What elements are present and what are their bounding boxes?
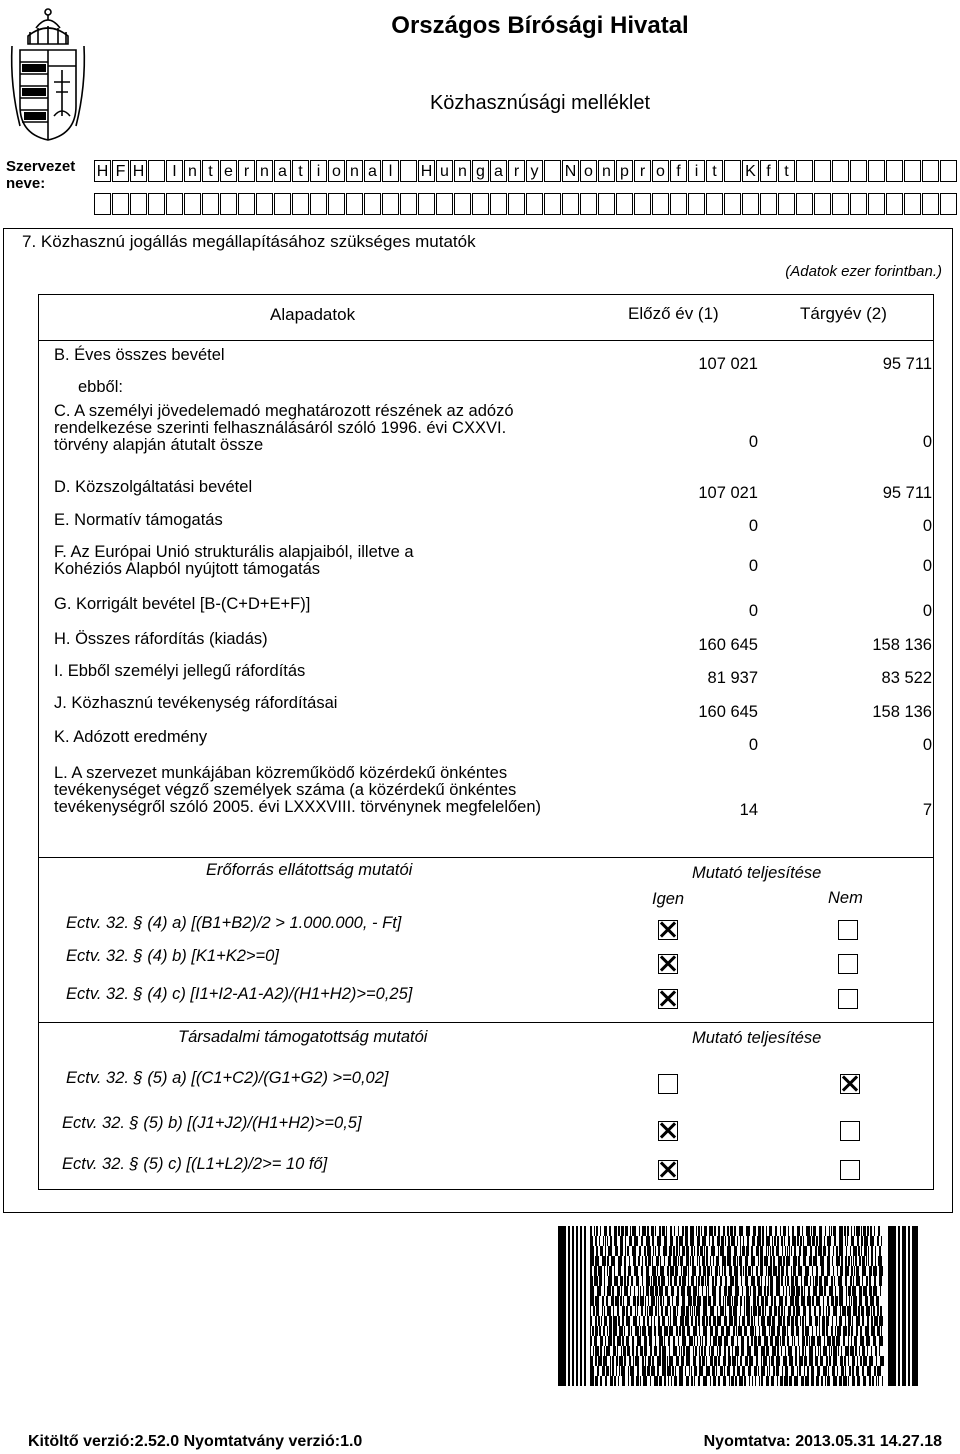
org-name-cell: t bbox=[292, 160, 309, 182]
org-name-cell bbox=[346, 193, 363, 215]
row-prev-c: 0 bbox=[748, 433, 758, 451]
row-label-h: H. Összes ráfordítás (kiadás) bbox=[54, 630, 268, 648]
org-name-cell: N bbox=[562, 160, 579, 182]
org-name-cell bbox=[832, 160, 849, 182]
footer-version: Kitöltő verzió:2.52.0 Nyomtatvány verzió:1.0 bbox=[28, 1433, 363, 1450]
row-label-g: G. Korrigált bevétel [B-(C+D+E+F)] bbox=[54, 595, 311, 613]
org-name-cell: a bbox=[490, 160, 507, 182]
social-item-yes-checkbox[interactable] bbox=[658, 1121, 678, 1141]
org-name-cell bbox=[814, 160, 831, 182]
org-name-cell bbox=[706, 193, 723, 215]
org-name-cell bbox=[202, 193, 219, 215]
page-title: Országos Bírósági Hivatal bbox=[391, 12, 689, 39]
org-name-cell bbox=[418, 193, 435, 215]
org-name-cell bbox=[526, 193, 543, 215]
resource-item-yes-checkbox[interactable] bbox=[658, 920, 678, 940]
social-title: Társadalmi támogatottság mutatói bbox=[178, 1028, 428, 1046]
org-name-cell bbox=[868, 160, 885, 182]
org-name-cell bbox=[454, 193, 471, 215]
org-name-cell: H bbox=[418, 160, 435, 182]
row-label-j: J. Közhasznú tevékenység ráfordításai bbox=[54, 694, 338, 712]
org-name-cell: n bbox=[256, 160, 273, 182]
row-divider bbox=[38, 340, 934, 341]
row-prev-g: 0 bbox=[748, 602, 758, 620]
org-name-cell bbox=[742, 193, 759, 215]
row-label-ebbol: ebből: bbox=[78, 378, 123, 396]
org-name-cell: o bbox=[652, 160, 669, 182]
org-name-cell: n bbox=[184, 160, 201, 182]
row-prev-k: 0 bbox=[748, 736, 758, 754]
org-name-cell bbox=[184, 193, 201, 215]
org-name-cell: f bbox=[670, 160, 687, 182]
resource-item-yes-checkbox[interactable] bbox=[658, 954, 678, 974]
org-name-cell bbox=[400, 160, 417, 182]
org-name-cell bbox=[940, 160, 957, 182]
org-name-cell: i bbox=[310, 160, 327, 182]
org-name-cell bbox=[148, 160, 165, 182]
org-name-cell bbox=[112, 193, 129, 215]
row-curr-c: 0 bbox=[922, 433, 932, 451]
org-name-cell bbox=[130, 193, 147, 215]
org-name-cell bbox=[886, 193, 903, 215]
org-name-cell bbox=[886, 160, 903, 182]
footer-printed: Nyomtatva: 2013.05.31 14.27.18 bbox=[703, 1433, 942, 1450]
row-divider bbox=[38, 1022, 934, 1023]
org-name-cell: r bbox=[238, 160, 255, 182]
org-name-cell: a bbox=[364, 160, 381, 182]
resource-item-label: Ectv. 32. § (4) b) [K1+K2>=0] bbox=[66, 947, 279, 965]
org-name-cell: e bbox=[220, 160, 237, 182]
org-name-cell bbox=[328, 193, 345, 215]
social-item-label: Ectv. 32. § (5) b) [(J1+J2)/(H1+H2)>=0,5] bbox=[62, 1114, 362, 1132]
row-label-e: E. Normatív támogatás bbox=[54, 511, 223, 529]
org-name-cell bbox=[292, 193, 309, 215]
section-title: 7. Közhasznú jogállás megállapításához szükséges mutatók bbox=[22, 232, 476, 251]
org-name-cell bbox=[832, 193, 849, 215]
row-label-b: B. Éves összes bevétel bbox=[54, 346, 225, 364]
row-curr-g: 0 bbox=[922, 602, 932, 620]
org-name-cell bbox=[814, 193, 831, 215]
org-name-cell bbox=[148, 193, 165, 215]
org-name-cell: r bbox=[634, 160, 651, 182]
org-name-cell: y bbox=[526, 160, 543, 182]
row-curr-j: 158 136 bbox=[872, 703, 932, 721]
org-name-cell: H bbox=[130, 160, 147, 182]
resource-item-label: Ectv. 32. § (4) a) [(B1+B2)/2 > 1.000.000, - Ft] bbox=[66, 914, 402, 932]
org-name-cell: F bbox=[112, 160, 129, 182]
row-curr-d: 95 711 bbox=[882, 484, 932, 502]
org-name-cell bbox=[436, 193, 453, 215]
col-header-prev: Előző év (1) bbox=[628, 304, 719, 323]
org-name-label: Szervezet neve: bbox=[6, 158, 76, 192]
org-name-cell bbox=[940, 193, 957, 215]
social-item-yes-checkbox[interactable] bbox=[658, 1160, 678, 1180]
col-header-basic: Alapadatok bbox=[270, 305, 356, 324]
org-name-cell: t bbox=[706, 160, 723, 182]
row-curr-k: 0 bbox=[922, 736, 932, 754]
row-curr-e: 0 bbox=[922, 517, 932, 535]
row-curr-h: 158 136 bbox=[872, 636, 932, 654]
org-name-cell bbox=[544, 160, 561, 182]
org-name-cell bbox=[922, 193, 939, 215]
org-name-cell bbox=[562, 193, 579, 215]
social-item-label: Ectv. 32. § (5) c) [(L1+L2)/2>= 10 fő] bbox=[62, 1155, 328, 1173]
org-name-cell bbox=[724, 193, 741, 215]
row-curr-l: 7 bbox=[922, 801, 932, 819]
org-name-cell bbox=[400, 193, 417, 215]
resource-perf-title: Mutató teljesítése bbox=[692, 864, 822, 882]
org-name-cell bbox=[166, 193, 183, 215]
org-name-cell bbox=[670, 193, 687, 215]
row-prev-d: 107 021 bbox=[698, 484, 758, 502]
org-name-cell bbox=[598, 193, 615, 215]
row-label-i: I. Ebből személyi jellegű ráfordítás bbox=[54, 662, 306, 680]
org-name-cell bbox=[850, 193, 867, 215]
resource-item-no-checkbox[interactable] bbox=[838, 954, 858, 974]
row-prev-e: 0 bbox=[748, 517, 758, 535]
social-perf-title: Mutató teljesítése bbox=[692, 1029, 822, 1047]
org-name-cell: a bbox=[274, 160, 291, 182]
row-prev-j: 160 645 bbox=[698, 703, 758, 721]
row-label-k: K. Adózott eredmény bbox=[54, 728, 208, 746]
org-name-cell bbox=[274, 193, 291, 215]
social-item-no-checkbox[interactable] bbox=[840, 1160, 860, 1180]
barcode-icon bbox=[558, 1226, 918, 1386]
row-curr-f: 0 bbox=[922, 557, 932, 575]
org-name-cell: i bbox=[688, 160, 705, 182]
org-name-cell bbox=[94, 193, 111, 215]
row-prev-b: 107 021 bbox=[698, 355, 758, 373]
row-prev-i: 81 937 bbox=[707, 669, 758, 687]
org-name-grid-row-2 bbox=[94, 193, 958, 215]
org-name-cell: n bbox=[454, 160, 471, 182]
row-prev-h: 160 645 bbox=[698, 636, 758, 654]
no-header: Nem bbox=[828, 889, 863, 907]
org-name-cell: I bbox=[166, 160, 183, 182]
org-name-cell: t bbox=[778, 160, 795, 182]
org-name-cell bbox=[508, 193, 525, 215]
row-label-c: C. A személyi jövedelemadó meghatározott részének az adózó rendelkezése szerinti felhasználásáról szóló 1996. évi CXXVI. törvény alapján átutalt össze bbox=[54, 402, 514, 454]
org-name-cell: n bbox=[346, 160, 363, 182]
page-subtitle: Közhasznúsági melléklet bbox=[429, 92, 651, 114]
org-name-cell: H bbox=[94, 160, 111, 182]
org-name-cell bbox=[796, 160, 813, 182]
org-name-cell bbox=[310, 193, 327, 215]
org-name-cell bbox=[490, 193, 507, 215]
org-name-grid-row-1 bbox=[94, 160, 958, 182]
org-name-cell bbox=[796, 193, 813, 215]
org-name-cell: p bbox=[616, 160, 633, 182]
org-name-cell: g bbox=[472, 160, 489, 182]
org-name-cell bbox=[850, 160, 867, 182]
resource-item-label: Ectv. 32. § (4) c) [I1+I2-A1-A2)/(H1+H2)>=0,25] bbox=[66, 985, 413, 1003]
org-name-cell bbox=[904, 193, 921, 215]
unit-note: (Adatok ezer forintban.) bbox=[785, 263, 942, 280]
org-name-cell bbox=[868, 193, 885, 215]
resource-item-yes-checkbox[interactable] bbox=[658, 989, 678, 1009]
org-name-cell bbox=[922, 160, 939, 182]
col-header-curr: Tárgyév (2) bbox=[800, 304, 887, 323]
org-name-cell bbox=[634, 193, 651, 215]
org-name-cell: t bbox=[202, 160, 219, 182]
org-name-cell bbox=[778, 193, 795, 215]
social-item-label: Ectv. 32. § (5) a) [(C1+C2)/(G1+G2) >=0,02] bbox=[66, 1069, 389, 1087]
row-label-f: F. Az Európai Unió strukturális alapjaiból, illetve a Kohéziós Alapból nyújtott támogatás bbox=[54, 543, 414, 578]
org-name-cell bbox=[616, 193, 633, 215]
org-name-cell bbox=[382, 193, 399, 215]
social-item-yes-checkbox[interactable] bbox=[658, 1074, 678, 1094]
org-name-cell bbox=[652, 193, 669, 215]
row-curr-b: 95 711 bbox=[882, 355, 932, 373]
row-prev-l: 14 bbox=[739, 801, 758, 819]
org-name-cell: o bbox=[328, 160, 345, 182]
social-item-no-checkbox[interactable] bbox=[840, 1121, 860, 1141]
org-name-cell: u bbox=[436, 160, 453, 182]
org-name-cell: l bbox=[382, 160, 399, 182]
row-label-d: D. Közszolgáltatási bevétel bbox=[54, 478, 253, 496]
social-item-no-checkbox[interactable] bbox=[840, 1074, 860, 1094]
org-name-cell bbox=[760, 193, 777, 215]
org-name-cell bbox=[688, 193, 705, 215]
resource-item-no-checkbox[interactable] bbox=[838, 920, 858, 940]
resource-item-no-checkbox[interactable] bbox=[838, 989, 858, 1009]
org-name-cell bbox=[580, 193, 597, 215]
org-name-cell bbox=[904, 160, 921, 182]
org-name-cell bbox=[256, 193, 273, 215]
org-name-cell bbox=[238, 193, 255, 215]
row-divider bbox=[38, 857, 934, 858]
yes-header: Igen bbox=[652, 890, 685, 908]
org-name-cell bbox=[724, 160, 741, 182]
resource-title: Erőforrás ellátottság mutatói bbox=[206, 861, 413, 879]
org-name-cell: r bbox=[508, 160, 525, 182]
coat-of-arms-icon bbox=[8, 6, 88, 144]
row-curr-i: 83 522 bbox=[881, 669, 932, 687]
row-label-l: L. A szervezet munkájában közreműködő közérdekű önkéntes tevékenységet végző személyek száma (a közérdekű önkéntes tevékenységről szóló 2005. évi LXXXVIII. törvénynek megfelelően) bbox=[54, 764, 542, 816]
org-name-cell bbox=[544, 193, 561, 215]
org-name-cell bbox=[220, 193, 237, 215]
row-prev-f: 0 bbox=[748, 557, 758, 575]
org-name-cell: f bbox=[760, 160, 777, 182]
org-name-cell: n bbox=[598, 160, 615, 182]
org-name-cell: o bbox=[580, 160, 597, 182]
org-name-cell bbox=[472, 193, 489, 215]
org-name-cell bbox=[364, 193, 381, 215]
org-name-cell: K bbox=[742, 160, 759, 182]
